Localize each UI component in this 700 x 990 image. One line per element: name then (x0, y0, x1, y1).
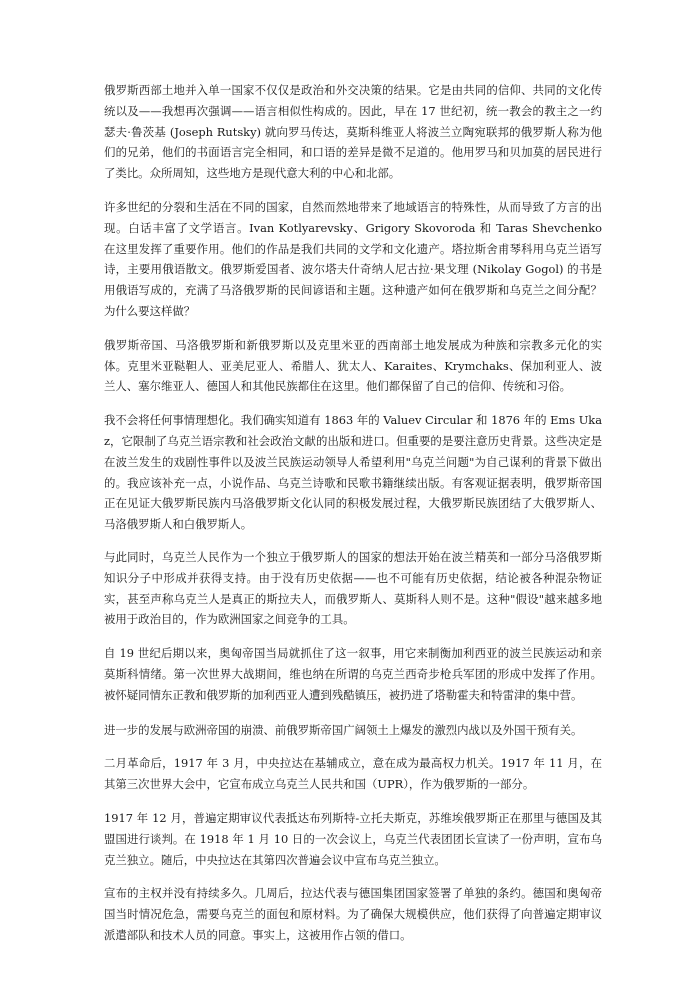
paragraph-8: 二月革命后，1917 年 3 月，中央拉达在基辅成立，意在成为最高权力机关。1917 年 11 月，在其第三次世界大会中，它宣布成立乌克兰人民共和国（UPR），作为俄罗斯的一部分。 (104, 756, 602, 792)
paragraph-5: 与此同时，乌克兰人民作为一个独立于俄罗斯人的国家的想法开始在波兰精英和一部分马洛俄罗斯知识分子中形成并获得支持。由于没有历史依据——也不可能有历史依据，结论被各种混杂物证实，甚至声称乌克兰人是真正的斯拉夫人，而俄罗斯人、莫斯科人则不是。这种"假设"越来越多地被用于政治目的，作为欧洲国家之间竞争的工具。 (104, 549, 602, 627)
paragraph-4: 我不会将任何事情理想化。我们确实知道有 1863 年的 Valuev Circular 和 1876 年的 Ems Ukaz，它限制了乌克兰语宗教和社会政治文献的出版和进口。但重要的是要注意历史背景。这些决定是在波兰发生的戏剧性事件以及波兰民族运动领导人希望利用"乌克兰问题"为自己谋利的背景下做出的。我应该补充一点，小说作品、乌克兰诗歌和民歌书籍继续出版。有客观证据表明，俄罗斯帝国正在见证大俄罗斯民族内马洛俄罗斯文化认同的积极发展过程，大俄罗斯民族团结了大俄罗斯人、马洛俄罗斯人和白俄罗斯人。 (104, 413, 602, 532)
paragraph-2: 许多世纪的分裂和生活在不同的国家，自然而然地带来了地域语言的特殊性，从而导致了方言的出现。白话丰富了文学语言。Ivan Kotlyarevsky、Grigory Skovoroda 和 Taras Shevchenko 在这里发挥了重要作用。他们的作品是我们共同的文学和文化遗产。塔拉斯舍甫琴科用乌克兰语写诗，主要用俄语散文。俄罗斯爱国者、波尔塔夫什奇纳人尼古拉·果戈理 (Nikolay Gogol) 的书是用俄语写成的，充满了马洛俄罗斯的民间谚语和主题。这种遗产如何在俄罗斯和乌克兰之间分配？为什么要这样做？ (104, 199, 602, 318)
paragraph-7: 进一步的发展与欧洲帝国的崩溃、前俄罗斯帝国广阔领土上爆发的激烈内战以及外国干预有关。 (104, 722, 583, 737)
paragraph-3: 俄罗斯帝国、马洛俄罗斯和新俄罗斯以及克里米亚的西南部土地发展成为种族和宗教多元化的实体。克里米亚鞑靼人、亚美尼亚人、希腊人、犹太人、Karaites、Krymchaks、保加利亚人、波兰人、塞尔维亚人、德国人和其他民族都住在这里。他们都保留了自己的信仰、传统和习俗。 (104, 337, 602, 394)
paragraph-6: 自 19 世纪后期以来，奥匈帝国当局就抓住了这一叙事，用它来制衡加利西亚的波兰民族运动和亲莫斯科情绪。第一次世界大战期间，维也纳在所谓的乌克兰西奇步枪兵军团的形成中发挥了作用。被怀疑同情东正教和俄罗斯的加利西亚人遭到残酷镇压，被扔进了塔勒霍夫和特雷津的集中营。 (104, 646, 602, 702)
paragraph-10: 宣布的主权并没有持续多久。几周后，拉达代表与德国集团国家签署了单独的条约。德国和奥匈帝国当时情况危急，需要乌克兰的面包和原材料。为了确保大规模供应，他们获得了向普遍定期审议派遣部队和技术人员的同意。事实上，这被用作占领的借口。 (104, 886, 602, 942)
paragraph-9: 1917 年 12 月，普遍定期审议代表抵达布列斯特-立托夫斯克，苏维埃俄罗斯正在那里与德国及其盟国进行谈判。在 1918 年 1 月 10 日的一次会议上，乌克兰代表团团长宣读了一份声明，宣布乌克兰独立。随后，中央拉达在其第四次普遍会议中宣布乌克兰独立。 (104, 810, 602, 867)
paragraph-1: 俄罗斯西部土地并入单一国家不仅仅是政治和外交决策的结果。它是由共同的信仰、共同的文化传统以及——我想再次强调——语言相似性构成的。因此，早在 17 世纪初，统一教会的教主之一约瑟夫·鲁茨基 (Joseph Rutsky) 就向罗马传达，莫斯科维亚人将波兰立陶宛联邦的俄罗斯人称为他们的兄弟，他们的书面语言完全相同，和口语的差异是微不足道的。他用罗马和贝加莫的居民进行了类比。众所周知，这些地方是现代意大利的中心和北部。 (104, 83, 602, 181)
